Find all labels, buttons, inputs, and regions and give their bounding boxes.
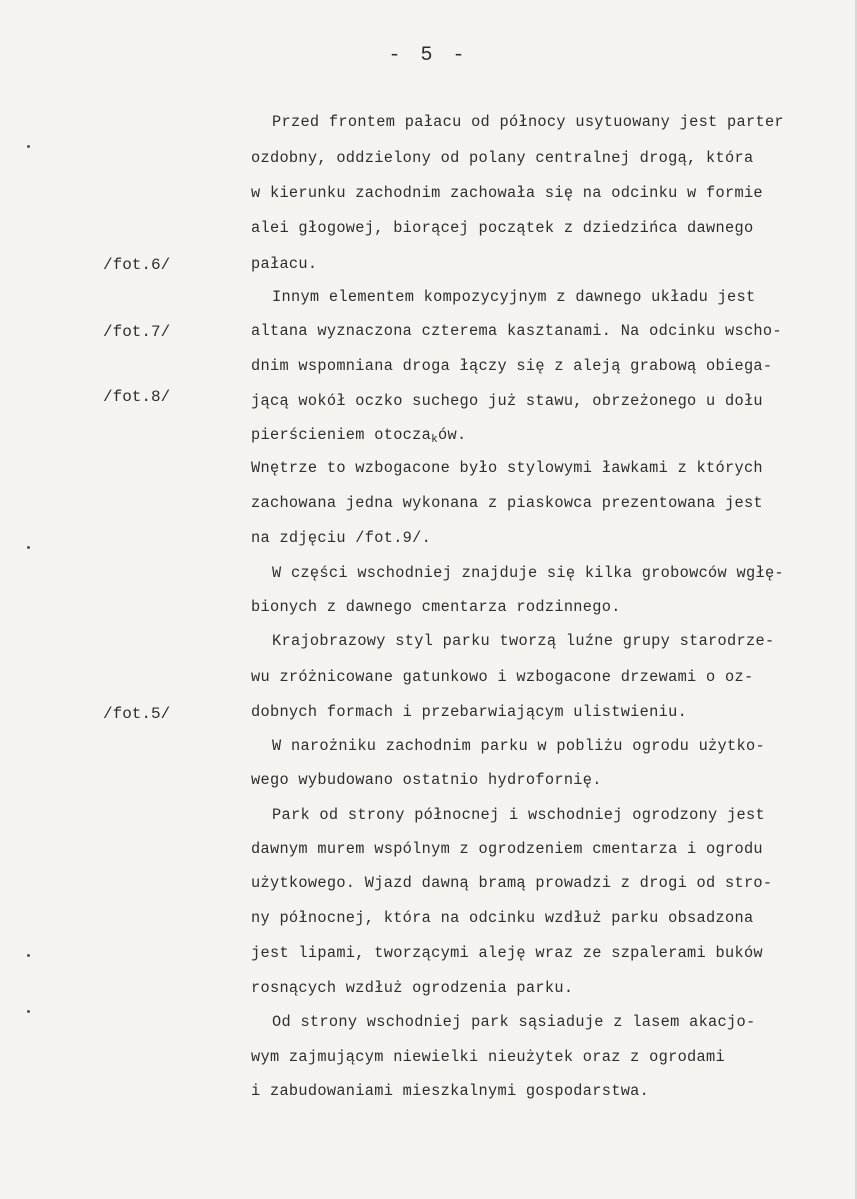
text-line: pałacu.	[251, 255, 318, 273]
text-line: wym zajmującym niewielki nieużytek oraz z ogrodami	[251, 1048, 725, 1066]
text-segment: ów.	[438, 426, 467, 444]
text-line: Krajobrazowy styl parku tworzą luźne grupy starodrze-	[272, 632, 775, 650]
text-line: bionych z dawnego cmentarza rodzinnego.	[251, 598, 621, 616]
text-line: w kierunku zachodnim zachowała się na odcinku w formie	[251, 184, 763, 202]
text-line: Od strony wschodniej park sąsiaduje z lasem akacjo-	[272, 1013, 756, 1031]
text-line: na zdjęciu /fot.9/.	[251, 529, 432, 547]
text-line: wu zróżnicowane gatunkowo i wzbogacone drzewami o oz-	[251, 668, 754, 686]
text-line: Park od strony północnej i wschodniej ogrodzony jest	[272, 806, 765, 824]
text-line: jest lipami, tworzącymi aleję wraz ze szpalerami buków	[251, 944, 763, 962]
text-line	[251, 426, 841, 446]
text-line: jącą wokół oczko suchego już stawu, obrzeżonego u dołu	[251, 392, 763, 410]
text-line: W narożniku zachodnim parku w pobliżu ogrodu użytko-	[272, 737, 765, 755]
text-segment: pierścieniem otocza	[251, 426, 432, 444]
text-line: i zabudowaniami mieszkalnymi gospodarstwa.	[251, 1082, 650, 1100]
margin-dot	[27, 1010, 30, 1013]
text-line: Przed frontem pałacu od północy usytuowany jest parter	[272, 113, 784, 131]
text-line: alei głogowej, biorącej początek z dziedzińca dawnego	[251, 219, 754, 237]
text-line: Innym elementem kompozycyjnym z dawnego układu jest	[272, 288, 756, 306]
text-line: ozdobny, oddzielony od polany centralnej drogą, która	[251, 149, 754, 167]
text-line: dobnych formach i przebarwiającym ulistwieniu.	[251, 703, 688, 721]
margin-note-fot-7: /fot.7/	[103, 323, 171, 341]
margin-dot	[27, 954, 30, 957]
text-line: altana wyznaczona czterema kasztanami. Na odcinku wscho-	[251, 322, 782, 340]
text-line: dawnym murem wspólnym z ogrodzeniem cmentarza i ogrodu	[251, 840, 763, 858]
text-line: rosnących wzdłuż ogrodzenia parku.	[251, 979, 574, 997]
text-line: ny północnej, która na odcinku wzdłuż parku obsadzona	[251, 909, 754, 927]
text-line: Wnętrze to wzbogacone było stylowymi ławkami z których	[251, 459, 763, 477]
text-line: dnim wspomniana droga łączy się z aleją grabową obiega-	[251, 357, 773, 375]
margin-note-fot-8: /fot.8/	[103, 388, 171, 406]
text-subscript: k	[431, 434, 439, 446]
text-line: zachowana jedna wykonana z piaskowca prezentowana jest	[251, 494, 763, 512]
margin-note-fot-5: /fot.5/	[103, 705, 171, 723]
text-line: W części wschodniej znajduje się kilka grobowców wgłę-	[272, 564, 784, 582]
margin-note-fot-6: /fot.6/	[103, 256, 171, 274]
text-line: wego wybudowano ostatnio hydrofornię.	[251, 771, 602, 789]
margin-dot	[27, 546, 30, 549]
margin-dot	[27, 145, 30, 148]
page-number: - 5 -	[388, 44, 469, 67]
text-line: użytkowego. Wjazd dawną bramą prowadzi z drogi od stro-	[251, 874, 773, 892]
